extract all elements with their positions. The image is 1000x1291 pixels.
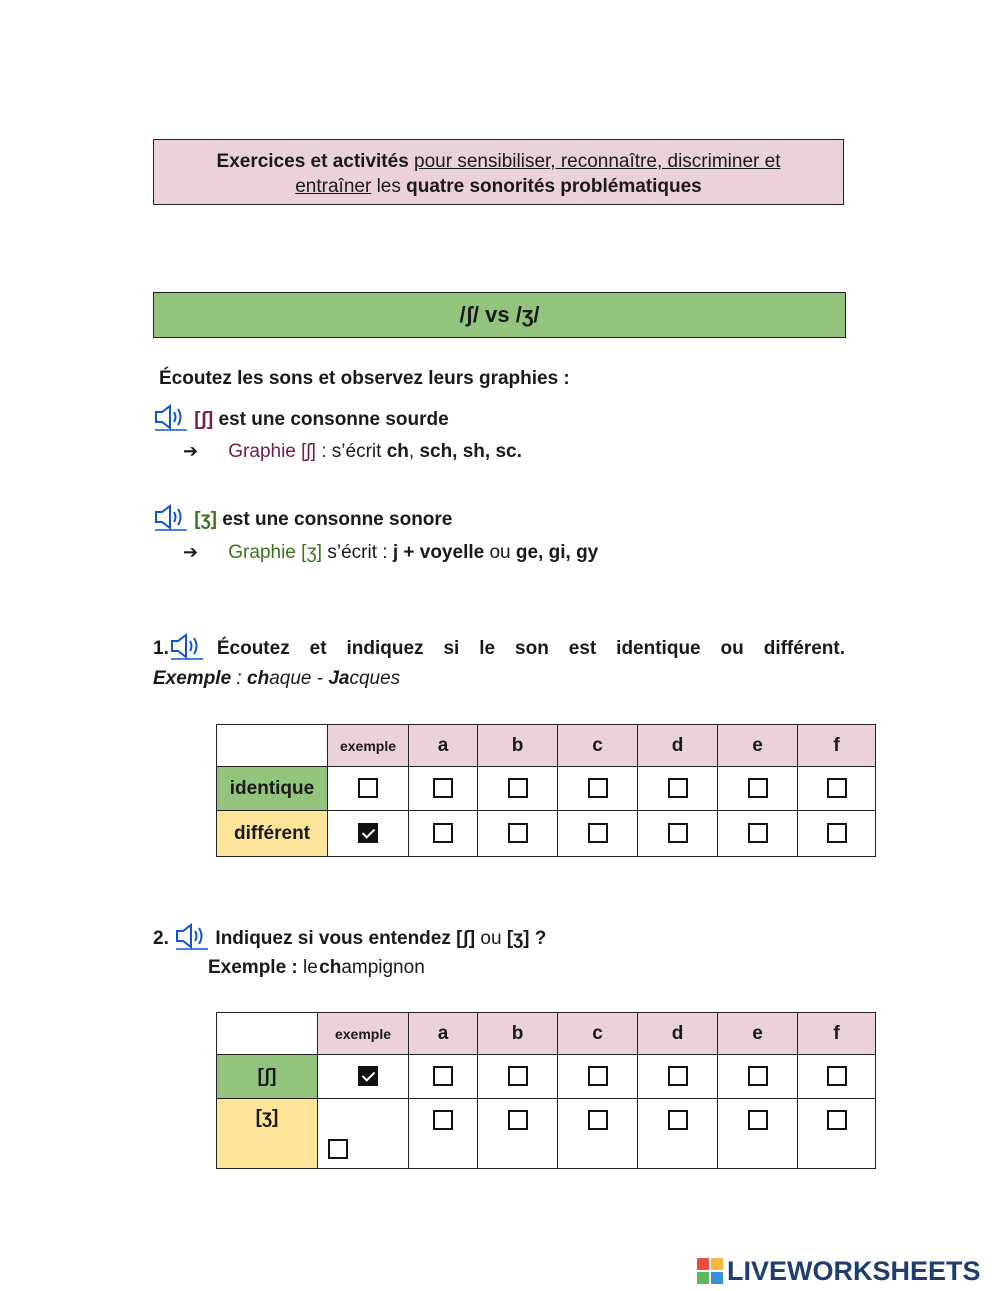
exercise2-example-label: Exemple : [208, 957, 298, 978]
table-corner-cell [217, 1013, 318, 1055]
answer-cell [558, 1099, 638, 1169]
column-header-f: f [798, 725, 876, 767]
row-label: différent [217, 811, 328, 857]
answer-cell [409, 1099, 478, 1169]
sound2-graphie-label: Graphie [ʒ] [228, 542, 323, 563]
checkbox[interactable] [588, 778, 608, 798]
answer-cell [328, 767, 409, 811]
speaker-icon[interactable] [174, 922, 210, 956]
exercise1-instruction: Écoutez et indiquez si le son est identique ou différent. [216, 638, 845, 659]
column-header-c: c [558, 725, 638, 767]
speaker-icon[interactable] [169, 632, 205, 666]
section-title: /ʃ/ vs /ʒ/ [153, 292, 846, 338]
exercise2-number: 2. [153, 928, 169, 950]
sound2-spellings-b: ge, gi, gy [515, 542, 599, 563]
exercise1-example-label: Exemple [153, 668, 232, 689]
sound2-ecrit: s’écrit : [327, 542, 388, 563]
table-row [217, 811, 876, 857]
row-label: [ʒ] [217, 1099, 318, 1169]
speaker-icon[interactable] [153, 503, 189, 537]
exercise2-example [208, 957, 425, 979]
checkbox[interactable] [328, 1139, 348, 1159]
column-header-b: b [478, 725, 558, 767]
column-header-c: c [558, 1013, 638, 1055]
header-part1: Exercices et activités [216, 151, 409, 172]
table-row [217, 767, 876, 811]
checkbox[interactable] [508, 1066, 528, 1086]
checkbox[interactable] [433, 778, 453, 798]
table-header-row [217, 1013, 876, 1055]
checkbox[interactable] [433, 1110, 453, 1130]
sound1-spellings-b: sch, sh, sc. [419, 441, 522, 462]
header-part3: entraîner [295, 176, 372, 197]
checkbox[interactable] [827, 1110, 847, 1130]
exercise1-number: 1. [153, 638, 169, 659]
answer-cell [558, 811, 638, 857]
exercise1-example [153, 668, 400, 690]
checkbox[interactable] [748, 823, 768, 843]
exercise1-table [216, 724, 876, 857]
exercise1-word2-rest: cques [349, 668, 401, 689]
logo-square [697, 1258, 709, 1270]
row-label: identique [217, 767, 328, 811]
column-header-exemple: exemple [328, 725, 409, 767]
exercise2-instruction-ou: ou [480, 928, 502, 950]
sound1-graphie [183, 441, 522, 463]
logo-square [711, 1258, 723, 1270]
checkbox[interactable] [508, 1110, 528, 1130]
exercise2-example-bold: ch [319, 957, 342, 978]
sound2-line [153, 503, 452, 537]
logo-text: LIVEWORKSHEETS [727, 1255, 981, 1286]
sound1-symbol: [ʃ] [194, 409, 214, 431]
column-header-a: a [409, 725, 478, 767]
exercise1-word1-bold: ch [247, 668, 270, 689]
row-label: [ʃ] [217, 1055, 318, 1099]
checkbox[interactable] [668, 778, 688, 798]
checkbox[interactable] [358, 778, 378, 798]
sound2-description: est une consonne sonore [222, 509, 453, 531]
checkbox[interactable] [827, 1066, 847, 1086]
answer-cell [558, 767, 638, 811]
checkbox[interactable] [748, 778, 768, 798]
checkbox[interactable] [748, 1066, 768, 1086]
exercise2-example-rest: ampignon [341, 957, 425, 978]
exercise1-example-sep: : [231, 668, 247, 689]
arrow-icon: ➔ [183, 542, 199, 562]
sound1-graphie-label: Graphie [ʃ] : [228, 441, 327, 462]
header-box [153, 139, 844, 205]
checkbox[interactable] [508, 823, 528, 843]
answer-cell [318, 1099, 409, 1169]
logo-square [711, 1272, 723, 1284]
checkbox[interactable] [668, 1066, 688, 1086]
exercise2-example-le: le [303, 957, 318, 978]
column-header-e: e [718, 1013, 798, 1055]
answer-cell [718, 767, 798, 811]
column-header-f: f [798, 1013, 876, 1055]
sound2-graphie [183, 542, 598, 564]
checked-checkbox[interactable] [358, 823, 378, 843]
checkbox[interactable] [508, 778, 528, 798]
exercise1-word1-rest: aque - [269, 668, 329, 689]
column-header-a: a [409, 1013, 478, 1055]
column-header-d: d [638, 1013, 718, 1055]
checked-checkbox[interactable] [358, 1066, 378, 1086]
answer-cell [478, 811, 558, 857]
column-header-b: b [478, 1013, 558, 1055]
checkbox[interactable] [668, 1110, 688, 1130]
answer-cell [638, 811, 718, 857]
answer-cell [409, 811, 478, 857]
sound2-symbol: [ʒ] [194, 509, 217, 531]
sound2-ou: ou [489, 542, 511, 563]
answer-cell [798, 767, 876, 811]
table-row [217, 1055, 876, 1099]
answer-cell [718, 811, 798, 857]
exercise1-word2-bold: Ja [328, 668, 350, 689]
answer-cell [798, 811, 876, 857]
logo-squares-icon [697, 1258, 723, 1284]
header-part5: quatre sonorités problématiques [406, 176, 702, 197]
answer-cell [478, 1055, 558, 1099]
column-header-d: d [638, 725, 718, 767]
answer-cell [798, 1099, 876, 1169]
exercise2-instruction-b: [ʒ] ? [506, 928, 547, 950]
answer-cell [798, 1055, 876, 1099]
checkbox[interactable] [433, 823, 453, 843]
column-header-exemple: exemple [318, 1013, 409, 1055]
header-part2: pour sensibiliser, reconnaître, discriminer et [414, 151, 781, 172]
answer-cell [318, 1055, 409, 1099]
answer-cell [409, 767, 478, 811]
answer-cell [478, 1099, 558, 1169]
sound1-ecrit: s’écrit [331, 441, 382, 462]
header-part4: les [376, 176, 401, 197]
liveworksheets-logo [697, 1256, 981, 1286]
sound1-comma: , [408, 441, 415, 462]
answer-cell [328, 811, 409, 857]
exercise1-instruction-line [153, 632, 845, 666]
sound1-line [153, 403, 449, 437]
speaker-icon[interactable] [153, 403, 189, 437]
sound1-description: est une consonne sourde [218, 409, 449, 431]
checkbox[interactable] [588, 1066, 608, 1086]
checkbox[interactable] [433, 1066, 453, 1086]
exercise2-instruction-a: Indiquez si vous entendez [ʃ] [215, 928, 476, 950]
column-header-e: e [718, 725, 798, 767]
table-header-row [217, 725, 876, 767]
intro-text: Écoutez les sons et observez leurs graphies : [159, 368, 570, 389]
sound1-spellings-a: ch [386, 441, 409, 462]
sound2-spellings-a: j + voyelle [392, 542, 485, 563]
checkbox[interactable] [668, 823, 688, 843]
logo-square [697, 1272, 709, 1284]
answer-cell [409, 1055, 478, 1099]
checkbox[interactable] [748, 1110, 768, 1130]
answer-cell [638, 1055, 718, 1099]
answer-cell [558, 1055, 638, 1099]
answer-cell [478, 767, 558, 811]
answer-cell [638, 767, 718, 811]
answer-cell [718, 1055, 798, 1099]
checkbox[interactable] [827, 778, 847, 798]
checkbox[interactable] [588, 1110, 608, 1130]
checkbox[interactable] [588, 823, 608, 843]
exercise2-table [216, 1012, 876, 1169]
checkbox[interactable] [827, 823, 847, 843]
answer-cell [638, 1099, 718, 1169]
answer-cell [718, 1099, 798, 1169]
table-corner-cell [217, 725, 328, 767]
arrow-icon: ➔ [183, 441, 199, 461]
exercise2-instruction-line [153, 922, 546, 956]
table-row [217, 1099, 876, 1169]
